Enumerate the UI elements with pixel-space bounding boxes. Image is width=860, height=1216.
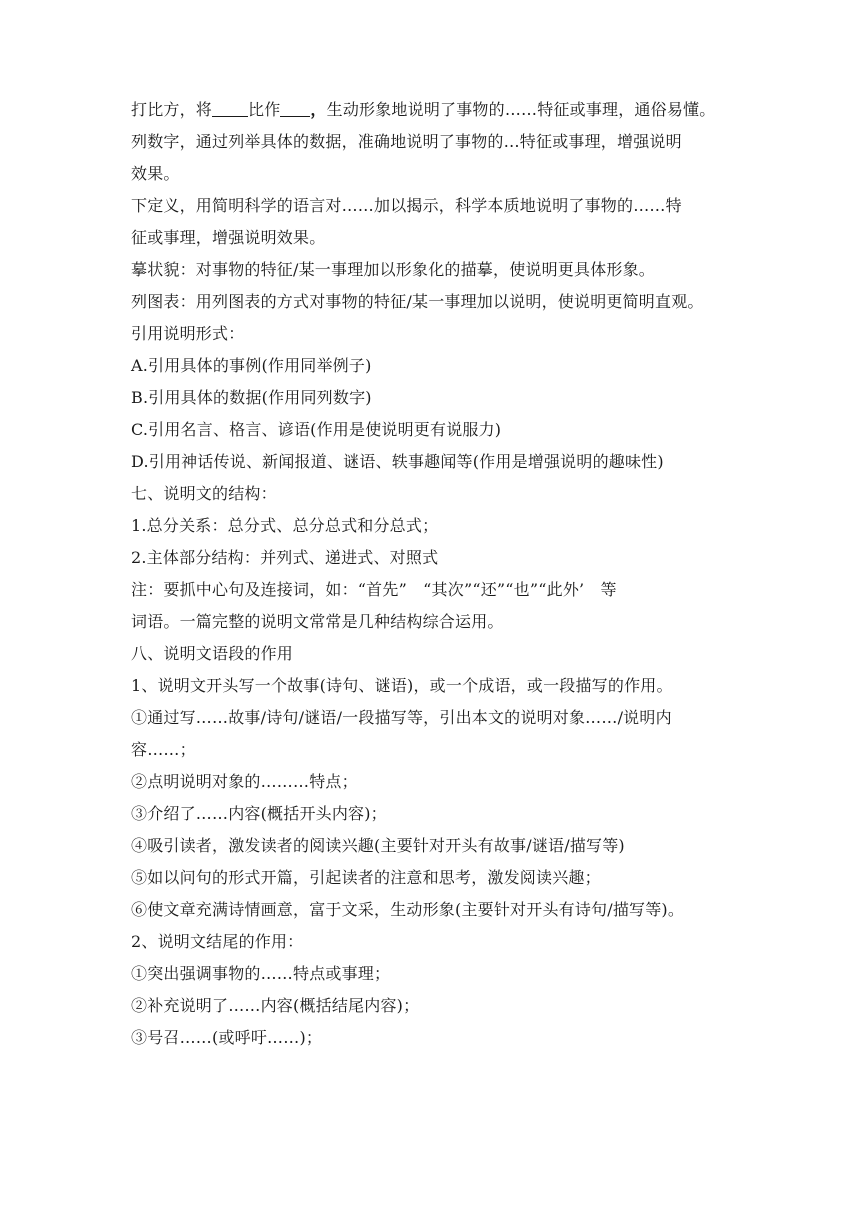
list-item: ①突出强调事物的……特点或事理； [131, 964, 391, 983]
section-heading-paragraph-role: 八、说明文语段的作用 [131, 644, 294, 663]
text-line: 列数字，通过列举具体的数据，准确地说明了事物的…特征或事理，增强说明 [131, 132, 682, 151]
text-line: 征或事理，增强说明效果。 [131, 228, 326, 247]
text-line: 效果。 [131, 164, 180, 183]
text-line: 列图表：用列图表的方式对事物的特征/某一事理加以说明，使说明更简明直观。 [131, 292, 704, 311]
list-item: ②点明说明对象的………特点； [131, 772, 358, 791]
list-item: 2.主体部分结构：并列式、递进式、对照式 [131, 548, 439, 567]
section-label-quotation: 引用说明形式： [131, 324, 245, 343]
list-item: ③介绍了……内容(概括开头内容)； [131, 804, 387, 823]
note-line: 词语。一篇完整的说明文常常是几种结构综合运用。 [131, 612, 504, 631]
list-item: ②补充说明了……内容(概括结尾内容)； [131, 996, 420, 1015]
subheading-opening: 1、说明文开头写一个故事(诗句、谜语)，或一个成语，或一段描写的作用。 [131, 676, 673, 695]
list-item: ③号召……(或呼吁……)； [131, 1028, 323, 1047]
text-line-analogy [131, 94, 751, 126]
list-item: B.引用具体的数据(作用同列数字) [131, 388, 372, 407]
list-item: ①通过写……故事/诗句/谜语/一段描写等，引出本文的说明对象……/说明内 [131, 708, 672, 727]
list-item: ⑥使文章充满诗情画意，富于文采，生动形象(主要针对开头有诗句/描写等)。 [131, 900, 685, 919]
list-item: ④吸引读者，激发读者的阅读兴趣(主要针对开头有故事/谜语/描写等) [131, 836, 625, 855]
analogy-text-end: 生动形象地说明了事物的……特征或事理，通俗易懂。 [326, 100, 716, 119]
list-item: A.引用具体的事例(作用同举例子) [131, 356, 372, 375]
list-item: C.引用名言、格言、谚语(作用是使说明更有说服力) [131, 420, 502, 439]
list-item: 1.总分关系：总分式、总分总式和分总式； [131, 516, 439, 535]
fill-blank-2 [280, 98, 310, 117]
subheading-ending: 2、说明文结尾的作用： [131, 932, 304, 951]
list-item-continued: 容……； [131, 740, 196, 759]
fill-blank-1 [212, 98, 248, 117]
analogy-comma: ， [310, 100, 327, 119]
analogy-text-start: 打比方，将 [131, 100, 213, 119]
text-line: 摹状貌：对事物的特征/某一事理加以形象化的描摹，使说明更具体形象。 [131, 260, 655, 279]
text-line: 下定义，用简明科学的语言对……加以揭示，科学本质地说明了事物的……特 [131, 196, 682, 215]
list-item: D.引用神话传说、新闻报道、谜语、轶事趣闻等(作用是增强说明的趣味性) [131, 452, 664, 471]
analogy-text-mid: 比作 [248, 100, 281, 119]
note-line: 注：要抓中心句及连接词，如：“首先” “其次”“还”“也”“此外’ 等 [131, 580, 617, 599]
document-body [131, 94, 751, 1054]
list-item: ⑤如以问句的形式开篇，引起读者的注意和思考，激发阅读兴趣； [131, 868, 601, 887]
section-heading-structure: 七、说明文的结构： [131, 484, 277, 503]
